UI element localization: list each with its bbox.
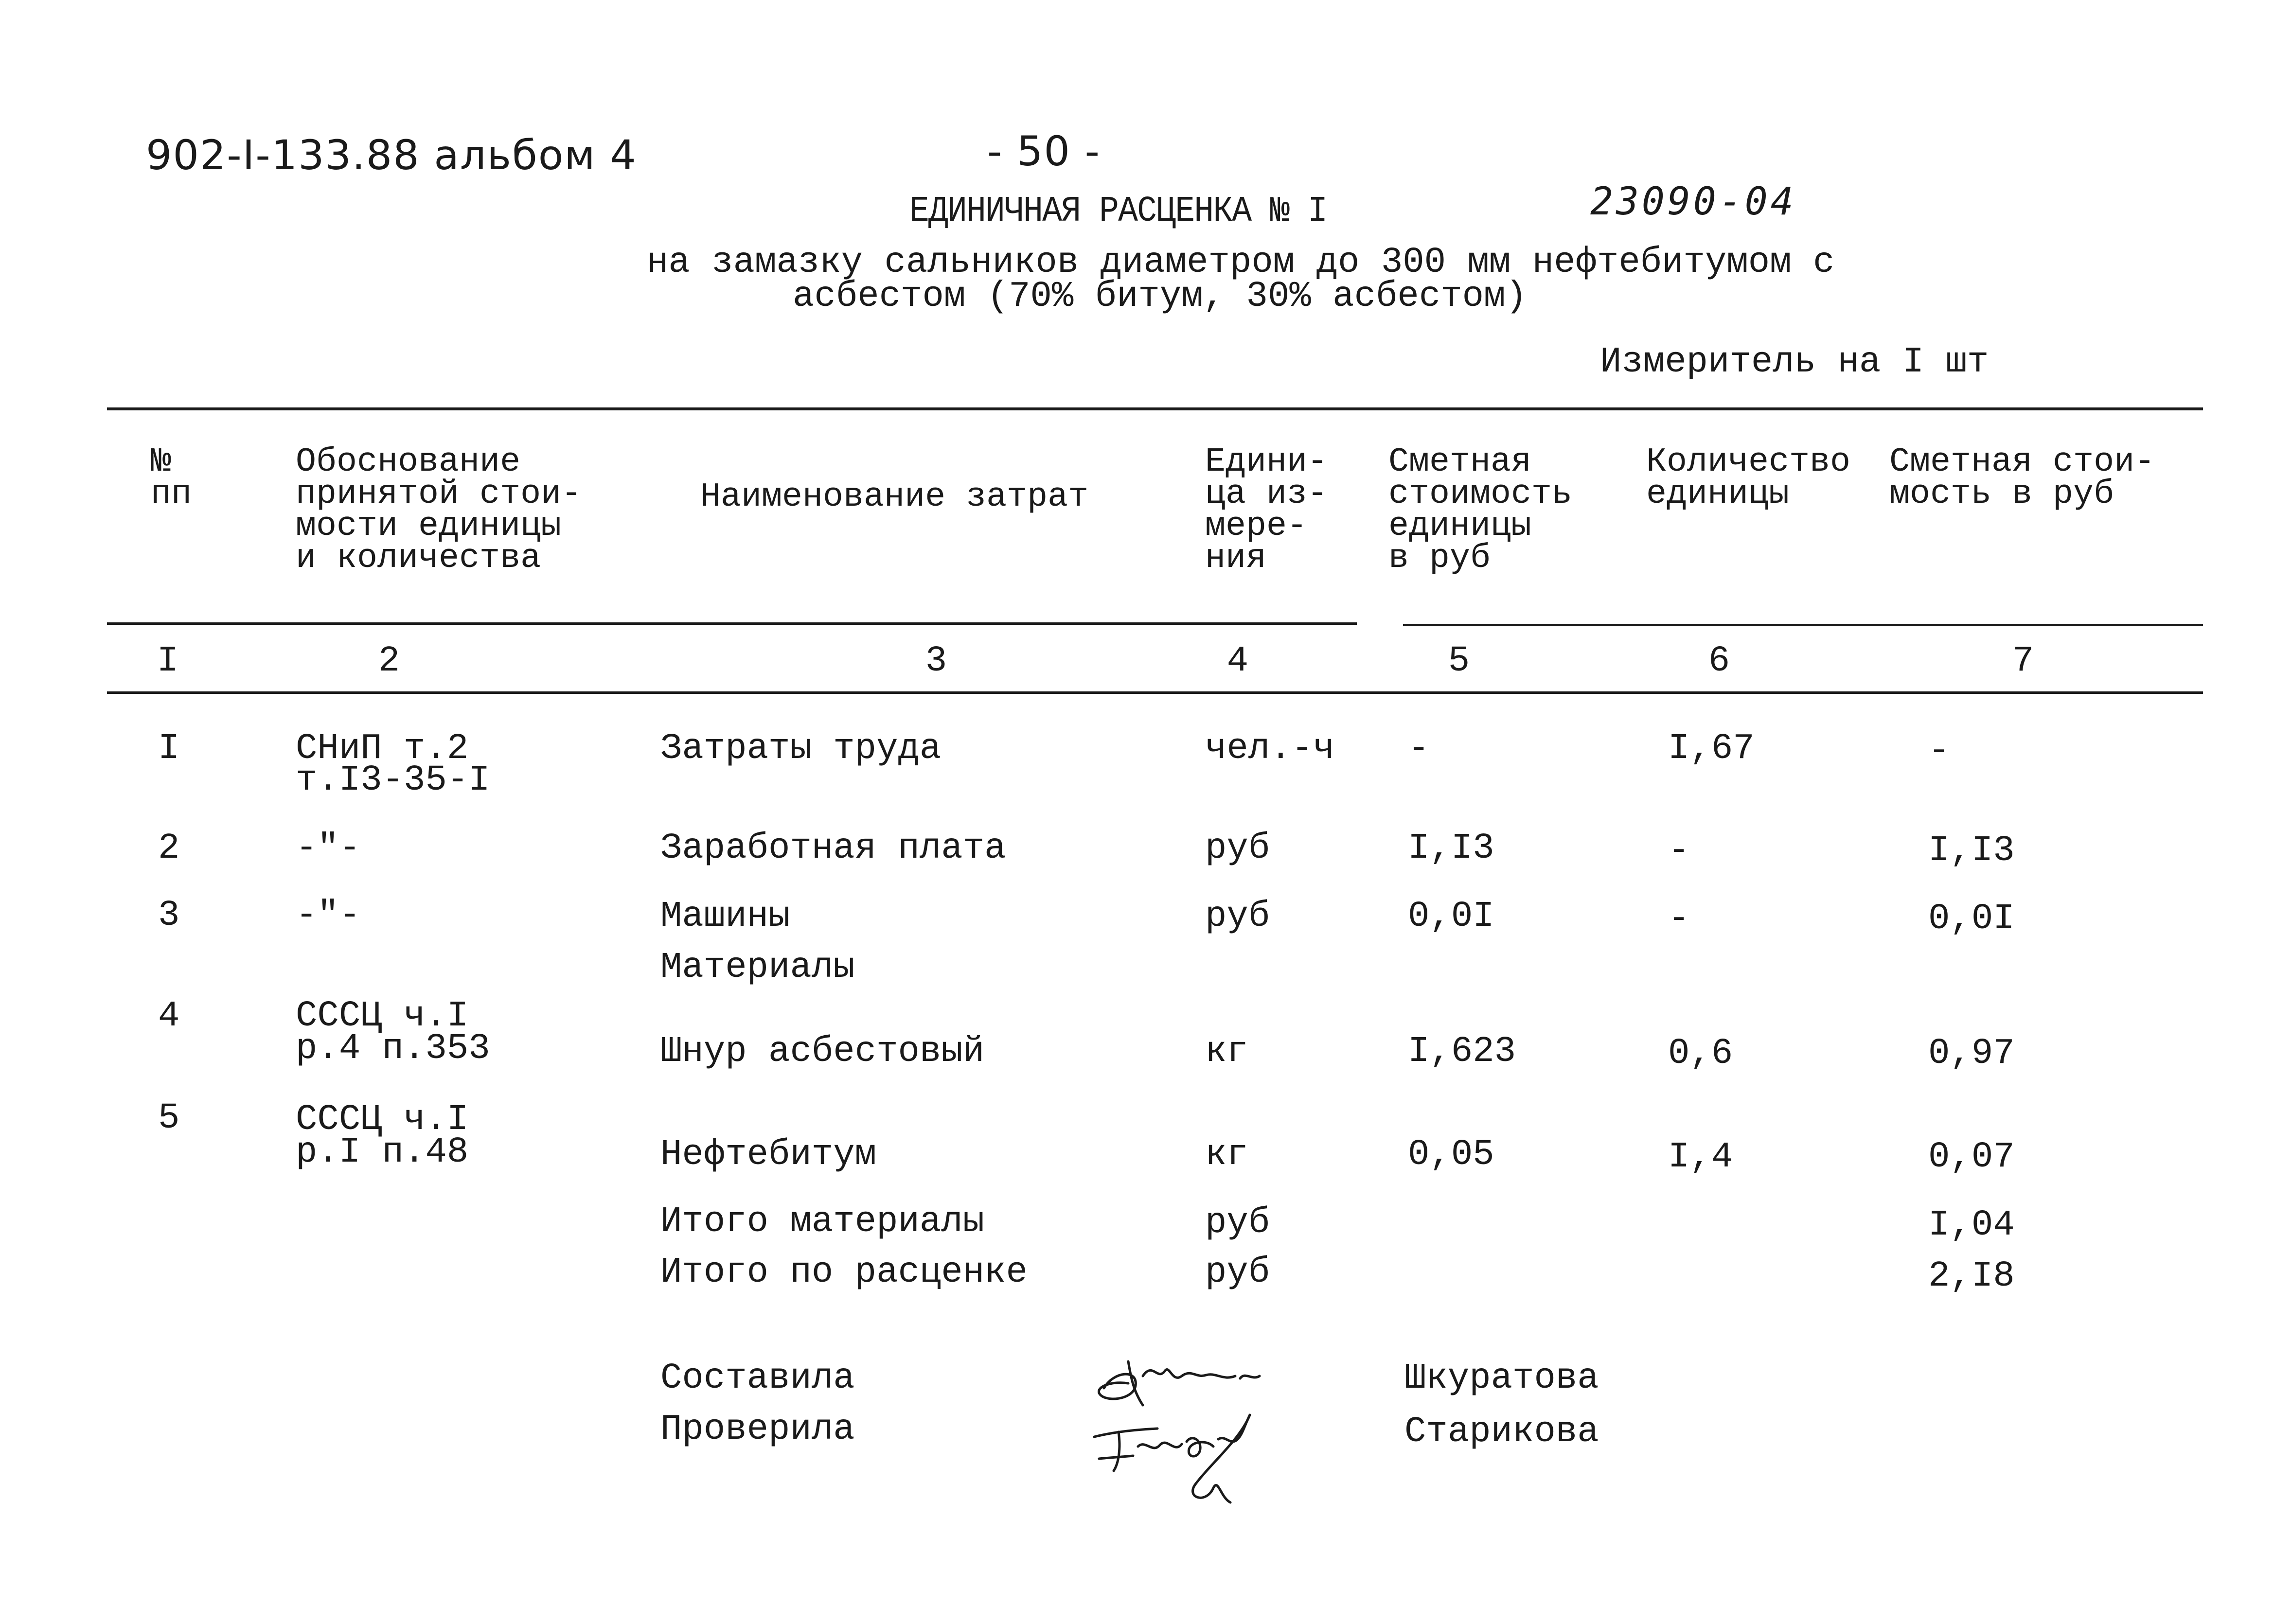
row-number: 5 xyxy=(158,1098,180,1139)
column-header-number: № пп xyxy=(151,443,192,513)
row-number: I xyxy=(158,728,180,769)
checked-by-name: Старикова xyxy=(1404,1412,1599,1452)
checked-by-label: Проверила xyxy=(660,1409,855,1450)
total-materials-value: I,04 xyxy=(1928,1205,2015,1246)
row-unit: кг xyxy=(1205,1031,1248,1072)
row-unit-cost: 0,05 xyxy=(1408,1134,1494,1175)
row-quantity: I,67 xyxy=(1668,728,1755,769)
total-rate-unit: руб xyxy=(1205,1252,1270,1293)
materials-section-label: Материалы xyxy=(660,947,855,988)
row-cost-name: Машины xyxy=(660,896,790,937)
row-basis-detail: р.I п.48 xyxy=(296,1132,469,1173)
column-number-5: 5 xyxy=(1448,641,1470,682)
row-basis-detail: т.I3-35-I xyxy=(296,760,490,801)
column-header-unit-cost: Сметная стоимость единицы в руб xyxy=(1388,443,1573,578)
row-quantity: - xyxy=(1668,899,1690,939)
subtitle-line-1: на замазку сальников диаметром до 300 мм нефтебитумом с xyxy=(647,242,1835,283)
row-quantity: I,4 xyxy=(1668,1137,1733,1178)
column-number-4: 4 xyxy=(1226,641,1249,682)
document-code: 902-I-133.88 альбом 4 xyxy=(146,131,637,179)
row-unit: чел.-ч xyxy=(1205,728,1335,769)
row-basis: -"- xyxy=(296,828,361,869)
document-title: ЕДИНИЧНАЯ РАСЦЕНКА № I xyxy=(909,191,1327,232)
row-quantity: 0,6 xyxy=(1668,1033,1733,1074)
column-number-7: 7 xyxy=(2012,641,2034,682)
row-total: I,I3 xyxy=(1928,830,2015,871)
row-total: - xyxy=(1928,731,1950,772)
column-header-quantity: Количество единицы xyxy=(1646,443,1851,513)
row-unit-cost: - xyxy=(1408,728,1430,769)
row-cost-name: Заработная плата xyxy=(660,828,1006,869)
row-unit: руб xyxy=(1205,828,1270,869)
column-number-rule xyxy=(107,691,2203,694)
row-unit-cost: I,623 xyxy=(1408,1031,1516,1072)
total-rate-label: Итого по расценке xyxy=(660,1252,1028,1293)
row-basis-detail: р.4 п.353 xyxy=(296,1028,490,1069)
row-number: 3 xyxy=(158,895,180,936)
row-unit: руб xyxy=(1205,896,1270,937)
column-number-2: 2 xyxy=(378,641,400,682)
row-cost-name: Нефтебитум xyxy=(660,1134,877,1175)
column-header-name: Наименование затрат xyxy=(700,478,1089,516)
row-quantity: - xyxy=(1668,830,1690,871)
measure-unit: Измеритель на I шт xyxy=(1600,342,1989,383)
row-basis: -"- xyxy=(296,895,361,936)
row-basis: СНиП т.2 xyxy=(296,728,469,769)
row-number: 2 xyxy=(158,828,180,869)
row-unit: кг xyxy=(1205,1134,1248,1175)
column-header-unit: Едини- ца из- мере- ния xyxy=(1205,443,1328,578)
row-unit-cost: 0,0I xyxy=(1408,896,1494,937)
row-unit-cost: I,I3 xyxy=(1408,828,1494,869)
total-rate-value: 2,I8 xyxy=(1928,1256,2015,1297)
column-header-total: Сметная стои- мость в руб xyxy=(1889,443,2155,513)
header-rule-right xyxy=(1403,624,2203,626)
row-basis: СССЦ ч.I xyxy=(296,996,469,1037)
compiled-by-name: Шкуратова xyxy=(1404,1358,1599,1399)
total-materials-label: Итого материалы xyxy=(660,1201,985,1242)
subtitle-line-2: асбестом (70% битум, 30% асбестом) xyxy=(793,276,1527,317)
table-top-rule xyxy=(107,407,2203,410)
row-total: 0,0I xyxy=(1928,899,2015,939)
handwritten-signatures xyxy=(1084,1342,1318,1546)
row-basis: СССЦ ч.I xyxy=(296,1099,469,1140)
row-total: 0,97 xyxy=(1928,1033,2015,1074)
row-cost-name: Затраты труда xyxy=(660,728,942,769)
row-number: 4 xyxy=(158,996,180,1037)
row-cost-name: Шнур асбестовый xyxy=(660,1031,985,1072)
column-number-3: 3 xyxy=(925,641,947,682)
row-total: 0,07 xyxy=(1928,1137,2015,1178)
compiled-by-label: Составила xyxy=(660,1358,855,1399)
header-rule-left xyxy=(107,622,1357,625)
code-number: 23090-04 xyxy=(1590,180,1796,224)
column-number-6: 6 xyxy=(1708,641,1730,682)
total-materials-unit: руб xyxy=(1205,1202,1270,1243)
page-number: - 50 - xyxy=(987,127,1101,175)
column-number-1: I xyxy=(157,641,179,682)
column-header-basis: Обоснование принятой стои- мости единицы и количества xyxy=(296,443,582,578)
